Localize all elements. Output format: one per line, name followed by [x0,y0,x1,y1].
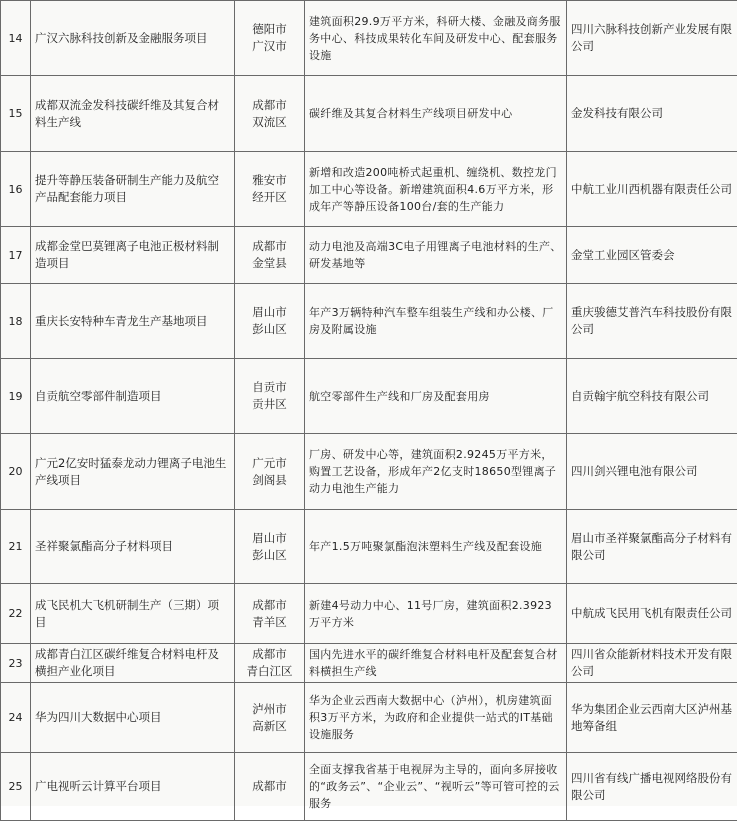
project-content: 华为企业云西南大数据中心（泸州），机房建筑面积3万平方米，为政府和企业提供一站式的IT基础设施服务 [305,683,567,753]
project-content: 年产3万辆特种汽车整车组装生产线和办公楼、厂房及附属设施 [305,284,567,359]
project-company: 金发科技有限公司 [567,76,737,152]
project-content: 国内先进水平的碳纤维复合材料电杆及配套复合材料横担生产线 [305,644,567,683]
project-table-body [1,1,737,821]
project-location: 眉山市 彭山区 [235,510,305,584]
row-number: 24 [1,683,31,753]
row-number: 17 [1,227,31,284]
table-row [1,359,737,434]
project-content: 年产1.5万吨聚氯酯泡沫塑料生产线及配套设施 [305,510,567,584]
project-name: 提升等静压装备研制生产能力及航空产品配套能力项目 [31,152,235,227]
project-location: 雅安市 经开区 [235,152,305,227]
project-content: 动力电池及高端3C电子用锂离子电池材料的生产、研发基地等 [305,227,567,284]
project-company: 中航工业川西机器有限责任公司 [567,152,737,227]
project-content: 新建4号动力中心、11号厂房，建筑面积2.3923万平方米 [305,584,567,644]
project-location: 成都市 [235,753,305,821]
table-row [1,644,737,683]
project-location: 成都市 青白江区 [235,644,305,683]
project-location: 眉山市 彭山区 [235,284,305,359]
row-number: 22 [1,584,31,644]
project-name: 广电视听云计算平台项目 [31,753,235,821]
project-content: 碳纤维及其复合材料生产线项目研发中心 [305,76,567,152]
project-location: 成都市 双流区 [235,76,305,152]
project-location: 自贡市 贡井区 [235,359,305,434]
project-name: 成都金堂巴莫锂离子电池正极材料制造项目 [31,227,235,284]
project-company: 四川六脉科技创新产业发展有限公司 [567,1,737,76]
project-name: 华为四川大数据中心项目 [31,683,235,753]
table-row [1,152,737,227]
project-company: 金堂工业园区管委会 [567,227,737,284]
table-row [1,753,737,821]
project-name: 圣祥聚氯酯高分子材料项目 [31,510,235,584]
project-company: 自贡翰宇航空科技有限公司 [567,359,737,434]
row-number: 21 [1,510,31,584]
project-location: 成都市 青羊区 [235,584,305,644]
row-number: 16 [1,152,31,227]
project-company: 重庆骏德艾普汽车科技股份有限公司 [567,284,737,359]
project-location: 泸州市 高新区 [235,683,305,753]
project-name: 成都双流金发科技碳纤维及其复合材料生产线 [31,76,235,152]
project-name: 广元2亿安时猛泰龙动力锂离子电池生产线项目 [31,434,235,510]
project-location: 成都市 金堂县 [235,227,305,284]
row-number: 14 [1,1,31,76]
project-name: 广汉六脉科技创新及金融服务项目 [31,1,235,76]
table-row [1,1,737,76]
project-company: 四川省众能新材料技术开发有限公司 [567,644,737,683]
row-number: 18 [1,284,31,359]
project-name: 成飞民机大飞机研制生产（三期）项目 [31,584,235,644]
row-number: 25 [1,753,31,821]
project-name: 成都青白江区碳纤维复合材料电杆及横担产业化项目 [31,644,235,683]
project-company: 四川剑兴锂电池有限公司 [567,434,737,510]
table-row [1,284,737,359]
table-row [1,683,737,753]
project-location: 广元市 剑阁县 [235,434,305,510]
table-row [1,510,737,584]
project-content: 全面支撑我省基于电视屏为主导的，面向多屏接收的“政务云”、“企业云”、“视听云”等可管可控的云服务 [305,753,567,821]
project-content: 厂房、研发中心等，建筑面积2.9245万平方米，购置工艺设备，形成年产2亿支时18650型锂离子动力电池生产能力 [305,434,567,510]
project-location: 德阳市 广汉市 [235,1,305,76]
table-row [1,584,737,644]
project-company: 眉山市圣祥聚氯酯高分子材料有限公司 [567,510,737,584]
project-name: 自贡航空零部件制造项目 [31,359,235,434]
table-row [1,434,737,510]
project-company: 华为集团企业云西南大区泸州基地筹备组 [567,683,737,753]
table-row [1,76,737,152]
project-name: 重庆长安特种车青龙生产基地项目 [31,284,235,359]
row-number: 23 [1,644,31,683]
project-content: 航空零部件生产线和厂房及配套用房 [305,359,567,434]
project-content: 新增和改造200吨桥式起重机、缠绕机、数控龙门加工中心等设备。新增建筑面积4.6万平方米，形成年产等静压设备100台/套的生产能力 [305,152,567,227]
row-number: 15 [1,76,31,152]
row-number: 20 [1,434,31,510]
project-company: 四川省有线广播电视网络股份有限公司 [567,753,737,821]
table-row [1,227,737,284]
project-content: 建筑面积29.9万平方米，科研大楼、金融及商务服务中心、科技成果转化车间及研发中心、配套服务设施 [305,1,567,76]
project-company: 中航成飞民用飞机有限责任公司 [567,584,737,644]
row-number: 19 [1,359,31,434]
